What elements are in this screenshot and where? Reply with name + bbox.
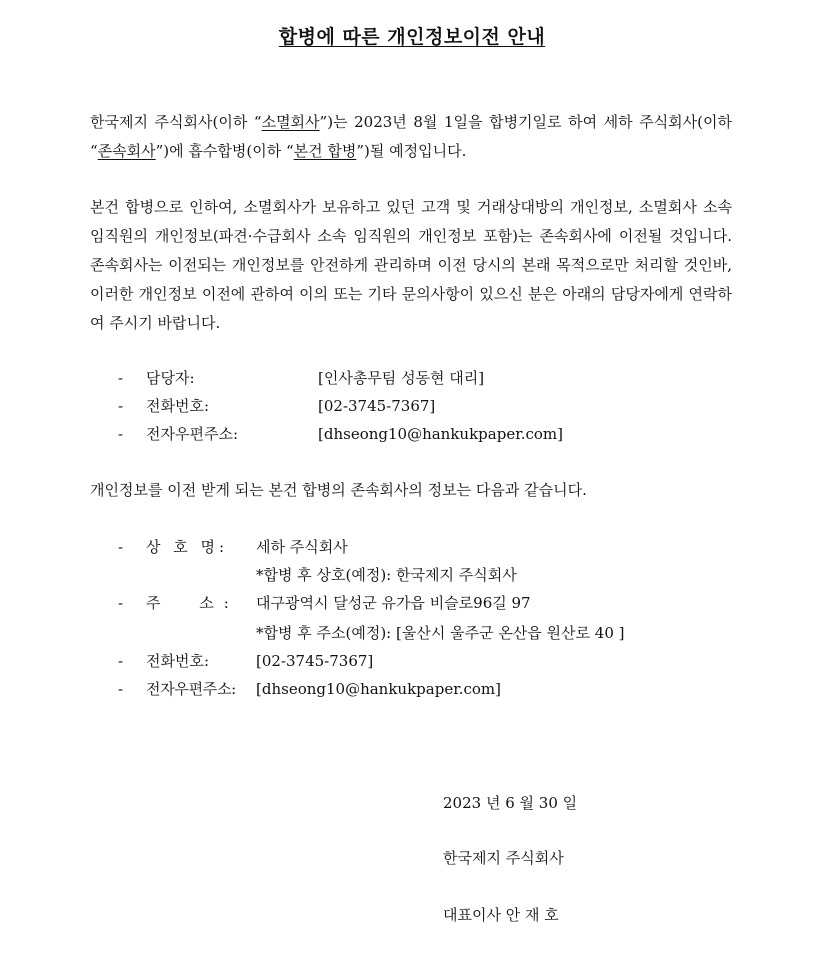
company-name-value: 세하 주식회사 <box>256 538 348 556</box>
contact-label: 전자우편주소: <box>146 425 238 443</box>
bullet-dash: - <box>118 397 124 415</box>
intro-text-2: ”)는 2023년 8월 1일을 합병기일로 하여 세하 주식회사(이하 “ <box>90 113 732 160</box>
contact-value: [02-3745-7367] <box>318 397 436 415</box>
company-phone-value: [02-3745-7367] <box>256 652 374 670</box>
company-name-label: 상 호 명: <box>146 538 229 556</box>
company-phone-label: 전화번호: <box>146 652 210 670</box>
company-email-value: [dhseong10@hankukpaper.com] <box>256 680 501 698</box>
document-title: 합병에 따른 개인정보이전 안내 <box>278 26 546 48</box>
contact-value: [인사총무팀 성동현 대리] <box>318 369 485 387</box>
bullet-dash: - <box>118 425 124 443</box>
company-email-row <box>0 675 824 703</box>
company-address-label: 주 소: <box>146 594 239 612</box>
contact-row-person <box>0 364 824 392</box>
intro-paragraph <box>90 108 732 166</box>
contact-label: 담당자: <box>146 369 195 387</box>
company-name-row <box>0 533 824 561</box>
bullet-dash: - <box>118 369 124 387</box>
term-surviving-company: 존속회사 <box>97 142 156 160</box>
company-email-label: 전자우편주소: <box>146 680 236 698</box>
company-name-note: *합병 후 상호(예정): 한국제지 주식회사 <box>256 566 517 584</box>
signature-company: 한국제지 주식회사 <box>443 849 564 867</box>
intro-text-4: ”)될 예정입니다. <box>356 142 467 160</box>
bullet-dash: - <box>118 594 124 612</box>
signature-ceo: 대표이사 안 재 호 <box>443 906 559 924</box>
bullet-dash: - <box>118 680 124 698</box>
company-phone-row <box>0 647 824 675</box>
contact-row-email <box>0 420 824 448</box>
term-merged-company: 소멸회사 <box>261 113 320 131</box>
body-paragraph: 본건 합병으로 인하여, 소멸회사가 보유하고 있던 고객 및 거래상대방의 개인정보, 소멸회사 소속 임직원의 개인정보(파견·수급회사 소속 임직원의 개인정보 포함)는 존속회사에 이전될 것입니다. 존속회사는 이전되는 개인정보를 안전하게 관리하며 이전 당시의 본래 목적으로만 처리할 것인바, 이러한 개인정보 이전에 관하여 이의 또는 기타 문의사항이 있으신 분은 아래의 담당자에게 연락하여 주시기 바랍니다. <box>90 198 732 332</box>
company-address-note-row <box>0 619 824 647</box>
company-address-value: 대구광역시 달성군 유가읍 비슬로96길 97 <box>256 594 531 612</box>
term-merger: 본건 합병 <box>293 142 357 160</box>
contact-row-phone <box>0 392 824 420</box>
company-address-row <box>0 589 824 617</box>
contact-value: [dhseong10@hankukpaper.com] <box>318 425 563 443</box>
company-name-note-row <box>0 561 824 589</box>
company-address-note: *합병 후 주소(예정): [울산시 울주군 온산읍 원산로 40 ] <box>256 624 625 642</box>
bullet-dash: - <box>118 652 124 670</box>
intro-text-3: ”)에 흡수합병(이하 “ <box>155 142 294 160</box>
intro-text-1: 한국제지 주식회사(이하 “ <box>90 113 262 131</box>
company-intro: 개인정보를 이전 받게 되는 본건 합병의 존속회사의 정보는 다음과 같습니다. <box>90 481 587 499</box>
bullet-dash: - <box>118 538 124 556</box>
contact-label: 전화번호: <box>146 397 210 415</box>
signature-date: 2023 년 6 월 30 일 <box>443 794 578 812</box>
